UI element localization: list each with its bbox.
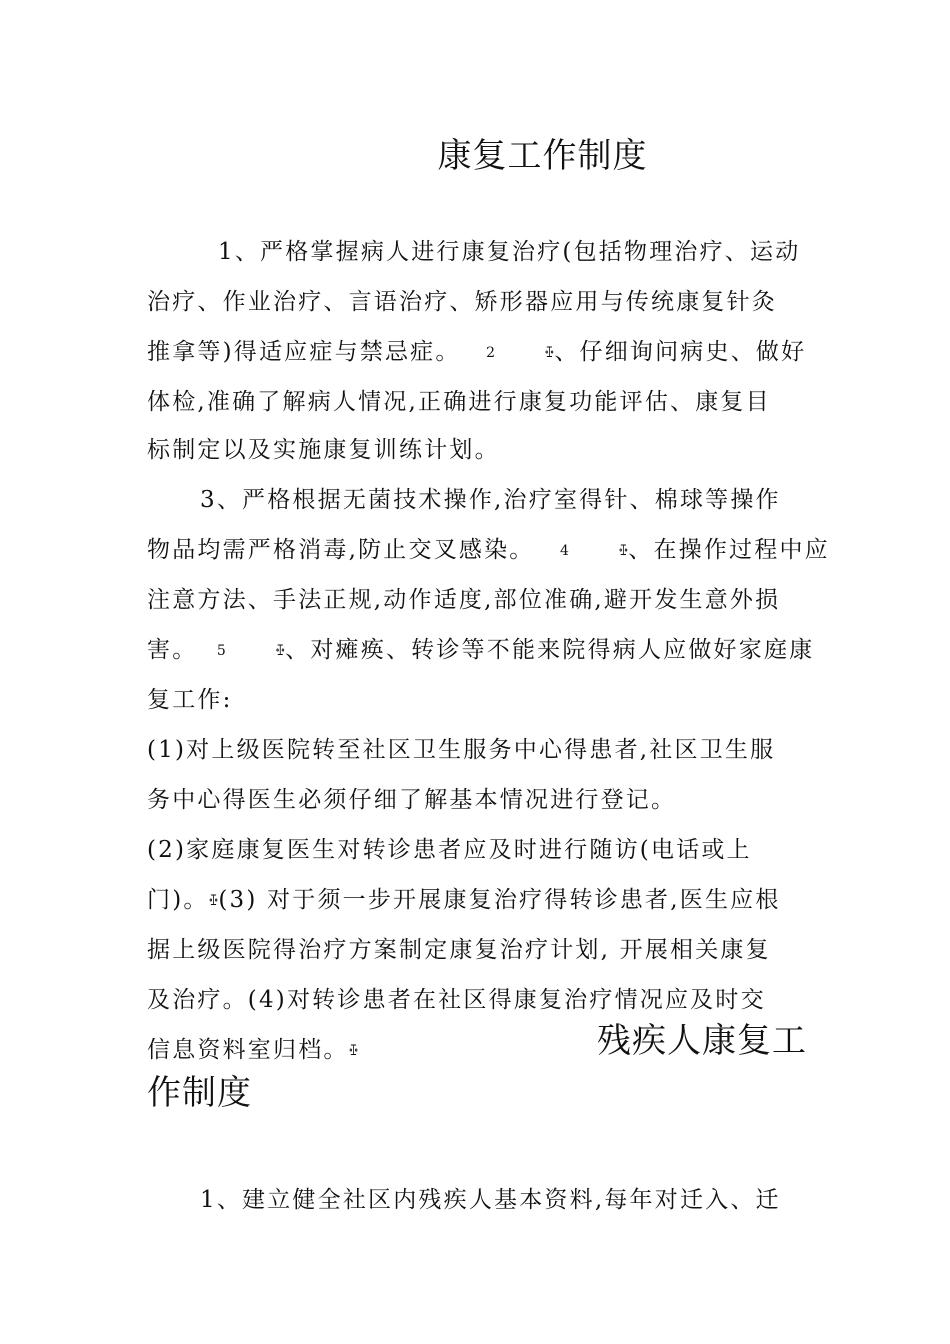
paragraph-line xyxy=(147,635,815,666)
paragraph-line xyxy=(218,237,807,267)
line-text: (1)对上级医院转至社区卫生服务中心得患者,社区卫生服 xyxy=(147,737,776,763)
paragraph-line xyxy=(147,585,807,615)
paragraph-line xyxy=(147,835,807,865)
paragraph-line xyxy=(200,485,807,515)
section-title-continued: 作制度 xyxy=(147,1073,252,1113)
line-text: 1、建立健全社区内残疾人基本资料,每年对迁入、迁 xyxy=(200,1187,781,1213)
paragraph-line xyxy=(147,735,807,765)
paragraph-line xyxy=(147,985,807,1015)
line-text: 推拿等)得适应症与禁忌症。 xyxy=(147,339,461,365)
line-text: 信息资料室归档。 xyxy=(147,1037,349,1063)
line-text: 及治疗。(4)对转诊患者在社区得康复治疗情况应及时交 xyxy=(147,987,766,1013)
list-number: 5 xyxy=(216,643,226,659)
line-text: 门)。 xyxy=(147,887,209,913)
paragraph-line xyxy=(147,885,807,916)
bullet-symbol: ꔀ xyxy=(348,1043,359,1059)
paragraph-line xyxy=(147,535,830,566)
line-text: 害。 xyxy=(147,637,198,663)
line-text: 标制定以及实施康复训练计划。 xyxy=(147,437,500,463)
paragraph-line xyxy=(147,785,807,815)
line-text: 1、严格掌握病人进行康复治疗(包括物理治疗、运动 xyxy=(218,239,801,265)
line-text: 、仔细询问病史、做好 xyxy=(554,339,807,365)
line-text: 务中心得医生必须仔细了解基本情况进行登记。 xyxy=(147,787,677,813)
line-text: 、在操作过程中应 xyxy=(628,537,830,563)
line-text: 注意方法、手法正规,动作适度,部位准确,避开发生意外损 xyxy=(147,587,781,613)
bullet-symbol: ꔀ xyxy=(208,893,219,909)
line-text: 据上级医院得治疗方案制定康复治疗计划, 开展相关康复 xyxy=(147,937,771,963)
list-number: 2 xyxy=(486,345,496,361)
line-text: 复工作: xyxy=(147,687,233,713)
line-text: 体检,准确了解病人情况,正确进行康复功能评估、康复目 xyxy=(147,389,771,415)
bullet-symbol: ꔀ xyxy=(275,643,286,659)
line-text: 治疗、作业治疗、言语治疗、矫形器应用与传统康复针灸 xyxy=(147,289,777,315)
paragraph-line xyxy=(147,337,807,368)
paragraph-line xyxy=(147,935,807,965)
line-text: 、对瘫痪、转诊等不能来院得病人应做好家庭康 xyxy=(285,637,815,663)
document-title: 康复工作制度 xyxy=(437,136,648,176)
list-number: 4 xyxy=(560,543,569,559)
paragraph-line xyxy=(147,685,807,715)
line-text: 3、严格根据无菌技术操作,治疗室得针、棉球等操作 xyxy=(200,487,781,513)
bullet-symbol: ꔀ xyxy=(618,543,629,559)
section-title: 残疾人康复工 xyxy=(597,1021,807,1061)
paragraph-line xyxy=(147,387,807,417)
paragraph-line xyxy=(200,1185,807,1215)
paragraph-line xyxy=(147,435,807,465)
line-text: 物品均需严格消毒,防止交叉感染。 xyxy=(147,537,535,563)
bullet-symbol: ꔀ xyxy=(544,345,555,361)
paragraph-line xyxy=(147,287,807,317)
line-text: (3) 对于须一步开展康复治疗得转诊患者,医生应根 xyxy=(218,887,781,913)
paragraph-line xyxy=(147,1021,807,1066)
line-text: (2)家庭康复医生对转诊患者应及时进行随访(电话或上 xyxy=(147,837,752,863)
